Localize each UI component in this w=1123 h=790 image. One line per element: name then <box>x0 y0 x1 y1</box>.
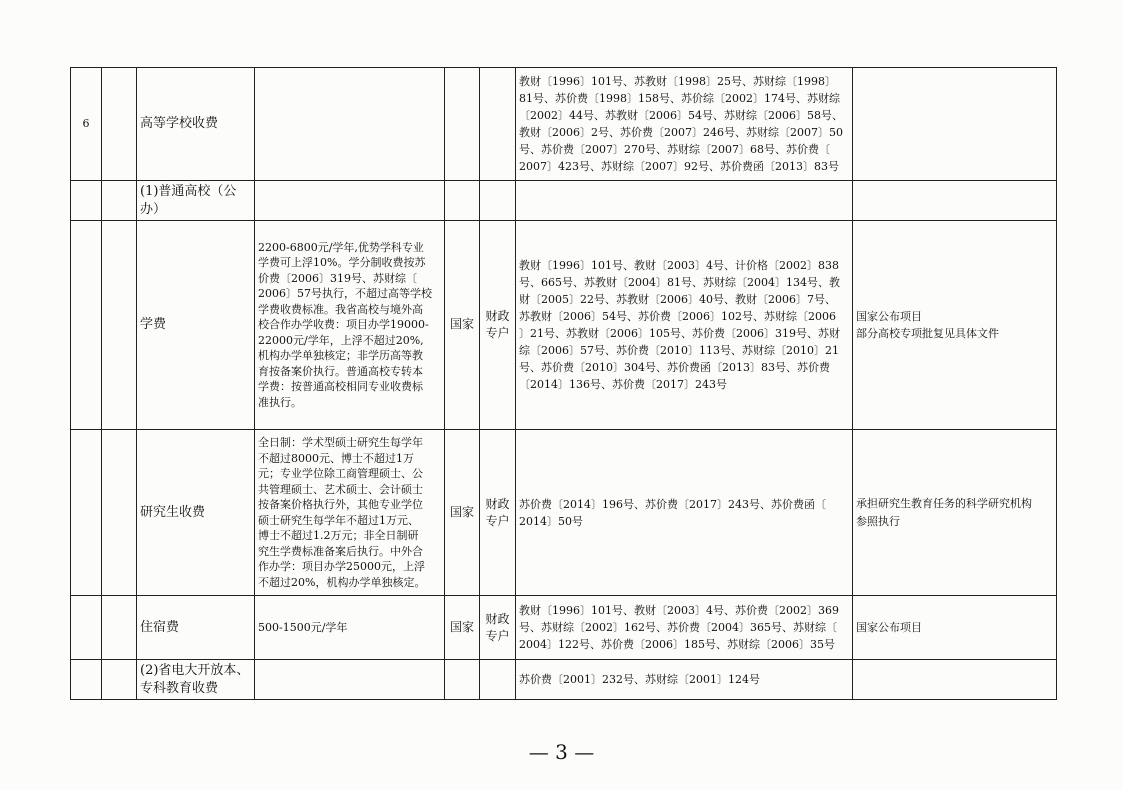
policy-basis-cell-line: 苏教财〔2006〕54号、苏价费〔2006〕102号、苏财综〔2006 <box>519 310 836 323</box>
remarks-cell-line: 承担研究生教育任务的科学研究机构 <box>856 497 1032 510</box>
policy-basis-cell-line: 苏价费〔2014〕196号、苏价费〔2017〕243号、苏价费函〔 <box>519 497 826 511</box>
fund-management-cell-line: 专户 <box>485 513 510 528</box>
policy-basis-cell-line: 号、苏财综〔2002〕162号、苏价费〔2004〕365号、苏财综〔 <box>519 621 837 634</box>
fee-standard-cell-line: 校合作办学收费：项目办学19000- <box>258 318 429 332</box>
remarks-cell-line: 国家公布项目 <box>856 309 922 323</box>
policy-basis-cell-line: 〔2014〕136号、苏价费〔2017〕243号 <box>519 378 727 391</box>
table-row <box>71 430 1057 596</box>
policy-basis-cell <box>516 596 853 660</box>
fee-table <box>70 67 1057 700</box>
fee-standard-cell-line: 学费收费标准。我省高校与境外高 <box>258 302 423 316</box>
fee-standard-cell <box>255 68 445 181</box>
policy-basis-cell-line: 2014〕50号 <box>519 514 583 528</box>
fund-management-cell <box>480 181 516 221</box>
policy-basis-cell-line: 财〔2005〕22号、苏教财〔2006〕40号、教财〔2006〕7号、 <box>519 293 836 306</box>
subnumber-cell <box>102 68 137 181</box>
fee-standard-cell-line: 价费〔2006〕319号、苏财综〔 <box>258 271 417 285</box>
policy-basis-cell-line: 号、苏价费〔2010〕304号、苏价费函〔2013〕83号、苏价费 <box>519 361 830 374</box>
table-row <box>71 660 1057 700</box>
fee-standard-cell <box>255 221 445 430</box>
policy-basis-cell-line: 81号、苏价费〔1998〕158号、苏价综〔2002〕174号、苏财综 <box>519 92 840 105</box>
fee-standard-cell-line: 2006〕57号执行，不超过高等学校 <box>258 287 432 301</box>
fee-standard-cell <box>255 430 445 596</box>
policy-basis-cell-line: 教财〔1996〕101号、教财〔2003〕4号、苏价费〔2002〕369 <box>519 604 839 617</box>
fee-standard-cell-line: 按备案价格执行外，其他专业学位 <box>258 498 423 511</box>
fee-name-cell: 研究生收费 <box>137 430 255 596</box>
policy-basis-cell <box>516 660 853 700</box>
policy-basis-cell-line: 号、苏价费〔2007〕270号、苏财综〔2007〕68号、苏价费〔 <box>519 143 830 156</box>
policy-basis-cell-line: 教财〔1996〕101号、教财〔2003〕4号、计价格〔2002〕838 <box>519 259 839 272</box>
fund-management-cell <box>480 596 516 660</box>
table-row <box>71 68 1057 181</box>
table-body <box>71 68 1057 700</box>
policy-basis-cell-line: 教财〔2006〕2号、苏价费〔2007〕246号、苏财综〔2007〕50 <box>519 126 843 139</box>
fee-standard-cell-line: 500-1500元/学年 <box>258 620 348 634</box>
fund-management-cell <box>480 68 516 181</box>
fee-standard-cell-line: 元；专业学位除工商管理硕士、公 <box>258 467 423 480</box>
fund-management-cell <box>480 430 516 596</box>
fee-standard-cell-line: 育按备案价执行。普通高校专转本 <box>258 364 423 378</box>
fund-management-cell-line: 专户 <box>485 326 510 340</box>
fund-management-cell <box>480 660 516 700</box>
policy-basis-cell <box>516 221 853 430</box>
fee-standard-cell-line: 22000元/学年，上浮不超过20%, <box>258 333 424 347</box>
fee-standard-cell-line: 机构办学单独核定；非学历高等教 <box>258 349 423 363</box>
policy-basis-cell-line: 〕21号、苏教财〔2006〕105号、苏价费〔2006〕319号、苏财 <box>519 327 840 340</box>
approval-level-cell: 国家 <box>445 596 480 660</box>
remarks-cell <box>853 430 1057 596</box>
remarks-cell-line: 国家公布项目 <box>856 620 922 634</box>
row-number-cell <box>71 181 102 221</box>
fee-name-cell: (2)省电大开放本、专科教育收费 <box>137 660 255 700</box>
table-row <box>71 596 1057 660</box>
approval-level-cell: 国家 <box>445 430 480 596</box>
fee-standard-cell-line: 不超过8000元、博士不超过1万 <box>258 451 414 465</box>
row-number-cell: 6 <box>71 68 102 181</box>
subnumber-cell <box>102 430 137 596</box>
row-number-cell <box>71 430 102 596</box>
fee-standard-cell-line: 全日制：学术型硕士研究生每学年 <box>258 436 423 449</box>
fund-management-cell-line: 专户 <box>485 628 510 643</box>
fee-name-cell: 住宿费 <box>137 596 255 660</box>
fee-standard-cell-line: 2200-6800元/学年,优势学科专业 <box>258 240 424 254</box>
remarks-cell-line: 部分高校专项批复见具体文件 <box>856 327 999 340</box>
remarks-cell <box>853 181 1057 221</box>
fee-standard-cell <box>255 660 445 700</box>
row-number-cell <box>71 596 102 660</box>
remarks-cell-line: 参照执行 <box>856 514 900 528</box>
row-number-cell <box>71 221 102 430</box>
approval-level-cell <box>445 181 480 221</box>
fee-standard-cell-line: 不超过20%，机构办学单独核定。 <box>258 575 426 589</box>
policy-basis-cell-line: 教财〔1996〕101号、苏教财〔1998〕25号、苏财综〔1998〕 <box>519 75 836 88</box>
fund-management-cell-line: 财政 <box>485 611 510 626</box>
remarks-cell <box>853 660 1057 700</box>
policy-basis-cell-line: 号、665号、苏教财〔2004〕81号、苏财综〔2004〕134号、教 <box>519 276 840 289</box>
fee-standard-cell-line: 究生学费标准备案后执行。中外合 <box>258 544 423 558</box>
fee-standard-cell-line: 作办学：项目办学25000元，上浮 <box>258 560 425 573</box>
fund-management-cell-line: 财政 <box>485 496 510 511</box>
approval-level-cell <box>445 660 480 700</box>
fee-standard-cell-line: 学费：按普通高校相同专业收费标 <box>258 380 423 394</box>
remarks-cell <box>853 68 1057 181</box>
fee-name-cell: 学费 <box>137 221 255 430</box>
table-row <box>71 181 1057 221</box>
subnumber-cell <box>102 596 137 660</box>
policy-basis-cell <box>516 68 853 181</box>
approval-level-cell: 国家 <box>445 221 480 430</box>
remarks-cell <box>853 596 1057 660</box>
fund-management-cell-line: 财政 <box>485 309 510 323</box>
fee-standard-cell-line: 硕士研究生每学年不超过1万元、 <box>258 513 419 527</box>
fee-standard-cell <box>255 181 445 221</box>
remarks-cell <box>853 221 1057 430</box>
subnumber-cell <box>102 221 137 430</box>
fee-standard-cell-line: 共管理硕士、艺术硕士、会计硕士 <box>258 482 423 496</box>
subnumber-cell <box>102 181 137 221</box>
fee-standard-cell-line: 准执行。 <box>258 395 302 409</box>
fee-name-cell: (1)普通高校（公办） <box>137 181 255 221</box>
policy-basis-cell <box>516 430 853 596</box>
page-number: — 3 — <box>528 740 595 764</box>
fee-name-cell: 高等学校收费 <box>137 68 255 181</box>
fee-standard-cell-line: 学费可上浮10%。学分制收费按苏 <box>258 256 426 270</box>
table-row <box>71 221 1057 430</box>
policy-basis-cell-line: 〔2002〕44号、苏教财〔2006〕54号、苏财综〔2006〕58号、 <box>519 109 843 122</box>
fee-standard-cell <box>255 596 445 660</box>
policy-basis-cell-line: 2007〕423号、苏财综〔2007〕92号、苏价费函〔2013〕83号 <box>519 160 839 173</box>
policy-basis-cell <box>516 181 853 221</box>
fee-standard-cell-line: 博士不超过1.2万元；非全日制研 <box>258 529 419 542</box>
approval-level-cell <box>445 68 480 181</box>
policy-basis-cell-line: 综〔2006〕57号、苏价费〔2010〕113号、苏财综〔2010〕21 <box>519 344 839 357</box>
policy-basis-cell-line: 2004〕122号、苏价费〔2006〕185号、苏财综〔2006〕35号 <box>519 638 835 651</box>
policy-basis-cell-line: 苏价费〔2001〕232号、苏财综〔2001〕124号 <box>519 673 760 686</box>
subnumber-cell <box>102 660 137 700</box>
row-number-cell <box>71 660 102 700</box>
fund-management-cell <box>480 221 516 430</box>
